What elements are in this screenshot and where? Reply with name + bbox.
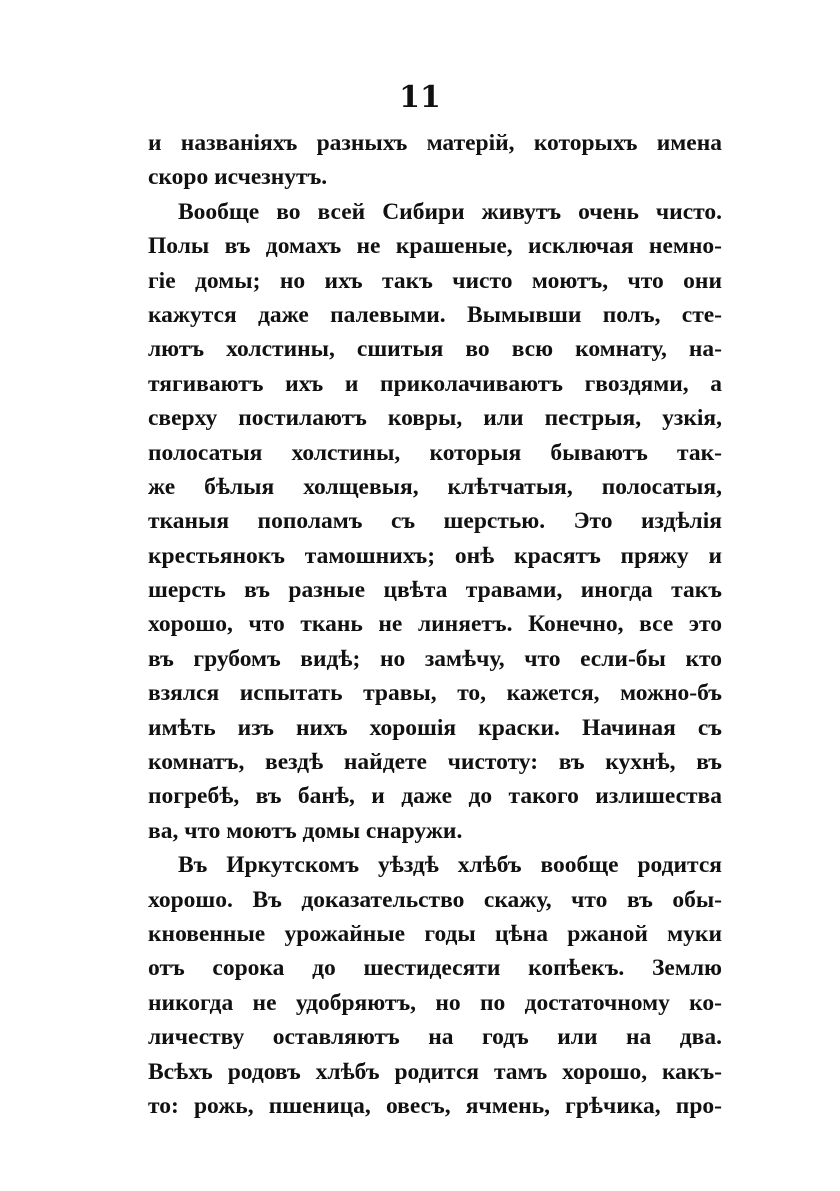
text-line: сверху постилаютъ ковры, или пестрыя, узкія, bbox=[148, 405, 722, 432]
text-line: погребѣ, въ банѣ, и даже до такого излишества bbox=[148, 783, 722, 810]
text-line: хорошо, что ткань не линяетъ. Конечно, все это bbox=[148, 611, 722, 638]
text-line: никогда не удобряютъ, но по достаточному ко- bbox=[148, 989, 722, 1016]
text-line: полосатыя холстины, которыя бываютъ так- bbox=[148, 439, 722, 466]
text-line: Въ Иркутскомъ уѣздѣ хлѣбъ вообще родится bbox=[178, 852, 722, 879]
text-line: Полы въ домахъ не крашеные, исключая немно- bbox=[148, 233, 722, 260]
text-line: въ грубомъ видѣ; но замѣчу, что если-бы кто bbox=[148, 645, 722, 672]
text-line: шерсть въ разные цвѣта травами, иногда такъ bbox=[148, 577, 722, 604]
body-text bbox=[148, 126, 722, 1123]
text-line: и названіяхъ разныхъ матерій, которыхъ имена bbox=[148, 130, 722, 156]
text-line: отъ сорока до шестидесяти копѣекъ. Землю bbox=[148, 955, 722, 982]
text-line: хорошо. Въ доказательство скажу, что въ обы- bbox=[148, 886, 722, 913]
text-line: скоро исчезнутъ. bbox=[148, 164, 328, 191]
text-line: тканыя пополамъ съ шерстью. Это издѣлія bbox=[148, 508, 722, 535]
text-line: Всѣхъ родовъ хлѣбъ родится тамъ хорошо, какъ- bbox=[148, 1058, 722, 1085]
text-line: взялся испытать травы, то, кажется, можно-бъ bbox=[148, 680, 722, 707]
text-line: кажутся даже палевыми. Вымывши полъ, сте- bbox=[148, 301, 722, 328]
text-line: гіе домы; но ихъ такъ чисто моютъ, что они bbox=[148, 267, 722, 294]
page-number: 11 bbox=[399, 80, 441, 115]
text-line: тягиваютъ ихъ и приколачиваютъ гвоздями, а bbox=[148, 370, 722, 397]
text-line: то: рожь, пшеница, овесъ, ячмень, грѣчика, про- bbox=[148, 1092, 722, 1119]
text-line: лютъ холстины, сшитыя во всю комнату, на- bbox=[148, 336, 722, 363]
text-line: личеству оставляютъ на годъ или на два. bbox=[148, 1024, 722, 1051]
text-line: кновенные урожайные годы цѣна ржаной муки bbox=[148, 920, 722, 947]
text-line: ва, что моютъ домы снаружи. bbox=[148, 817, 463, 844]
text-line: комнатъ, вездѣ найдете чистоту: въ кухнѣ, въ bbox=[148, 749, 722, 776]
text-line: же бѣлыя холщевыя, клѣтчатыя, полосатыя, bbox=[148, 473, 722, 500]
text-line: имѣть изъ нихъ хорошія краски. Начиная съ bbox=[148, 714, 722, 741]
text-line: крестьянокъ тамошнихъ; онѣ красятъ пряжу и bbox=[148, 542, 722, 569]
text-line: Вообще во всей Сибири живутъ очень чисто. bbox=[178, 198, 722, 225]
